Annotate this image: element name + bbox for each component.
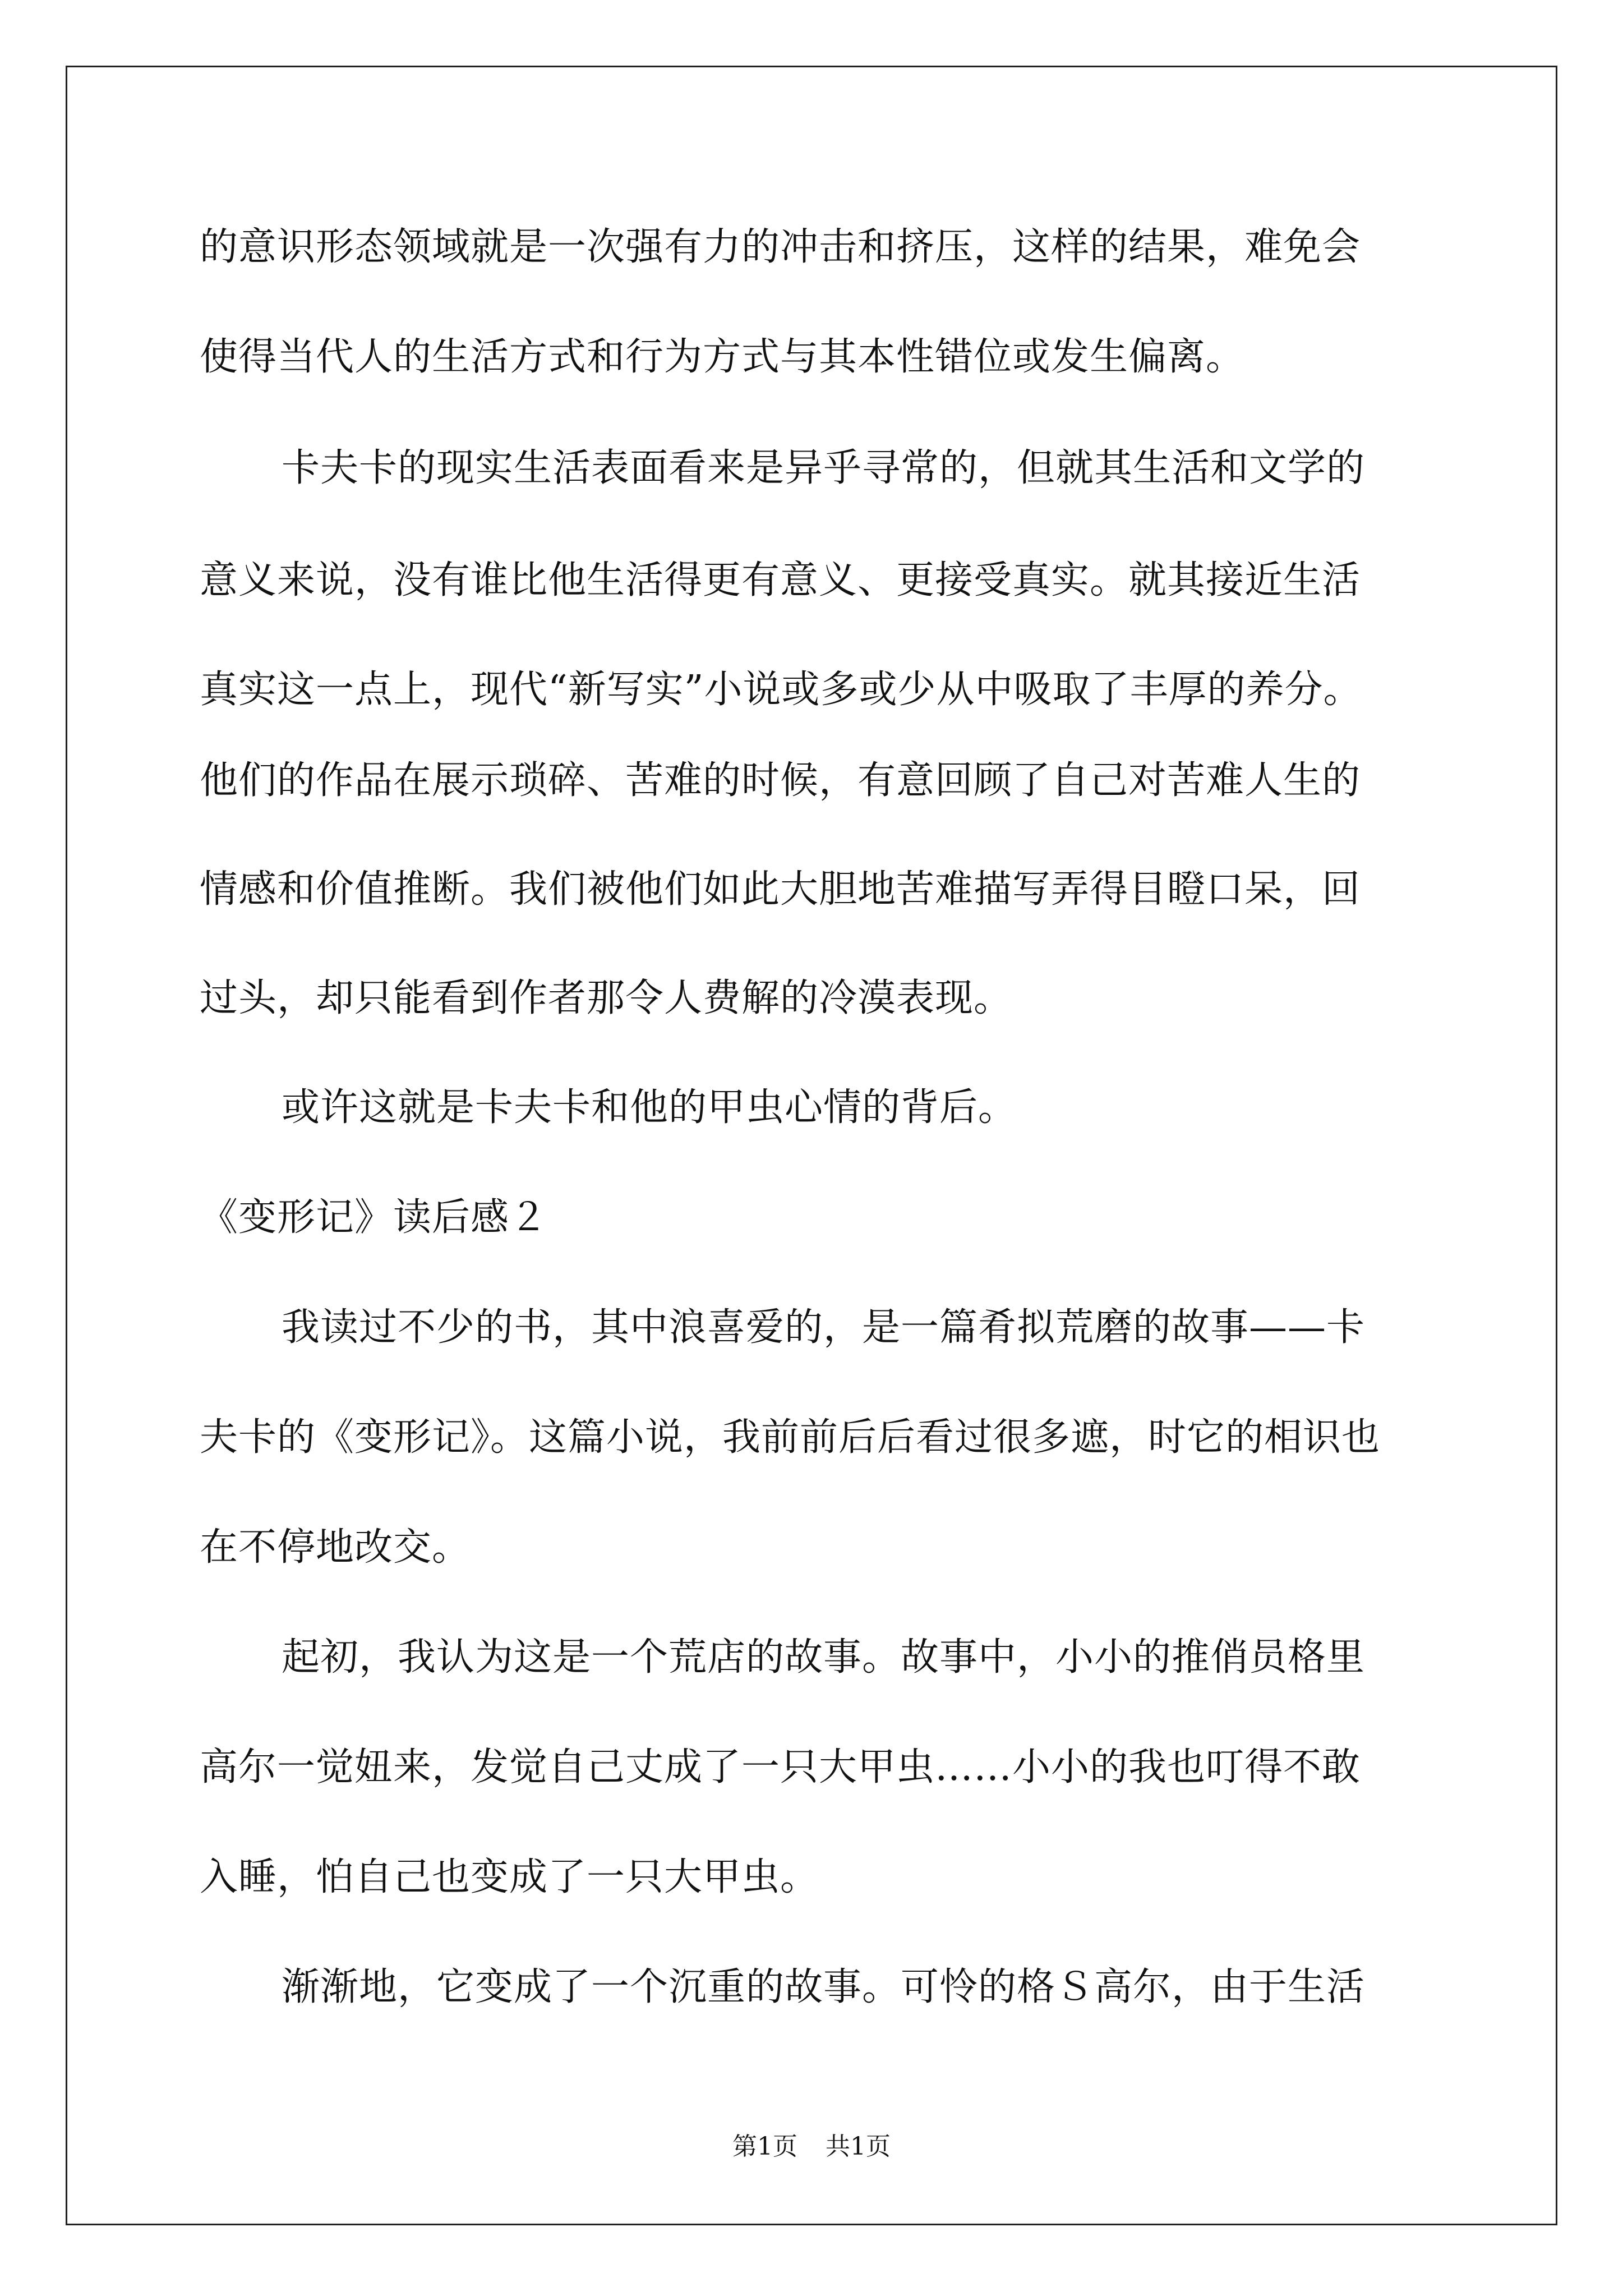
text-line: 夫卡的《变形记》。这篇小说，我前前后后看过很多遮，时它的相识也 bbox=[200, 1415, 1381, 1460]
page-number: 第1页 bbox=[732, 2132, 797, 2161]
paragraph-start: 渐渐地，它变成了一个沉重的故事。可怜的格Ｓ高尔，由于生活 bbox=[282, 1965, 1366, 2009]
page-footer bbox=[0, 2130, 1623, 2164]
text-line: 高尔一觉妞来，发觉自己丈成了一只大甲虫……小小的我也叮得不敢 bbox=[200, 1745, 1361, 1789]
text-line: 意义来说，没有谁比他生活得更有意义、更接受真实。就其接近生活 bbox=[200, 558, 1361, 602]
paragraph-start: 我读过不少的书，其中浪喜爱的，是一篇肴拟荒磨的故事——卡 bbox=[282, 1305, 1366, 1350]
text-line: 情感和价值推断。我们被他们如此大胆地苦难描写弄得目瞪口呆，回 bbox=[200, 867, 1361, 912]
text-line: 他们的作品在展示琐碎、苦难的时候，有意回顾了自己对苦难人生的 bbox=[200, 758, 1361, 803]
section-heading: 《变形记》读后感２ bbox=[200, 1195, 548, 1240]
text-line: 在不停地改交。 bbox=[200, 1525, 471, 1570]
paragraph-start: 或许这就是卡夫卡和他的甲虫心情的背后。 bbox=[282, 1085, 1017, 1130]
text-line: 入睡，怕自己也变成了一只大甲虫。 bbox=[200, 1855, 819, 1899]
text-line: 的意识形态领域就是一次强有力的冲击和挤压，这样的结果，难免会 bbox=[200, 225, 1361, 269]
paragraph-start: 起初，我认为这是一个荒店的故事。故事中，小小的推俏员格里 bbox=[282, 1635, 1366, 1680]
paragraph-start: 卡夫卡的现实生活表面看来是异乎寻常的，但就其生活和文学的 bbox=[282, 446, 1366, 490]
text-line: 真实这一点上，现代“新写实”小说或多或少从中吸取了丰厚的养分。 bbox=[200, 668, 1362, 712]
page-total: 共1页 bbox=[826, 2132, 891, 2161]
text-line: 过头，却只能看到作者那令人费解的冷漠表现。 bbox=[200, 976, 1013, 1020]
text-line: 使得当代人的生活方式和行为方式与其本性错位或发生偏离。 bbox=[200, 335, 1245, 379]
